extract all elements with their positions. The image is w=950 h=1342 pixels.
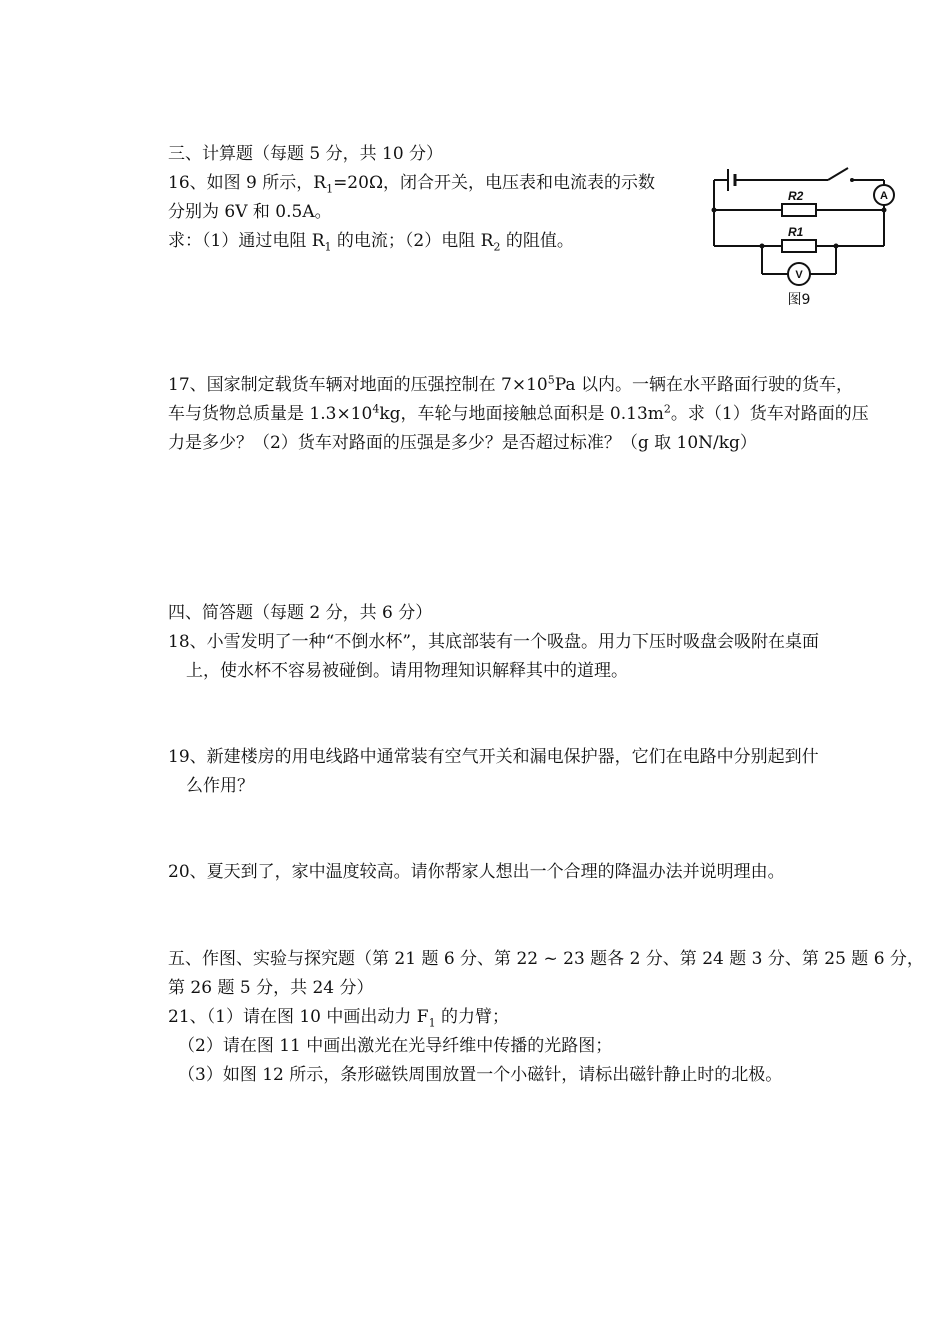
q21-line2: （2）请在图 11 中画出激光在光导纤维中传播的光路图； [178, 1036, 613, 1056]
r1-label: R1 [788, 225, 804, 239]
q16-line3: 求：（1）通过电阻 $R_1$ 的电流；（2）电阻 $R_2$ 的阻值。 [168, 231, 574, 254]
q19-line1: 19、新建楼房的用电线路中通常装有空气开关和漏电保护器，它们在电路中分别起到什 [168, 747, 819, 767]
q17-line2: 车与货物总质量是 $1.3\times 10^4kg$，车轮与地面接触总面积是 $0.13m^2$。求（1）货车对路面的压 [168, 402, 869, 424]
q18-line1: 18、小雪发明了一种“不倒水杯”，其底部装有一个吸盘。用力下压时吸盘会吸附在桌面 [168, 632, 820, 652]
voltmeter-label: V [795, 269, 803, 281]
q20-line: 20、夏天到了，家中温度较高。请你帮家人想出一个合理的降温办法并说明理由。 [168, 862, 785, 882]
q21-line1: 21、（1）请在图 10 中画出动力 $F_1$ 的力臂； [168, 1007, 509, 1030]
r2-label: R2 [788, 189, 804, 203]
r2-resistor [782, 204, 816, 216]
switch-blade [828, 168, 848, 180]
section5-heading-line2: 第 26 题 5 分，共 24 分） [168, 978, 374, 998]
circuit-diagram-figure9 [708, 160, 898, 312]
q17-line3: 力是多少？（2）货车对路面的压强是多少？是否超过标准？（g 取 10N/kg） [168, 433, 757, 453]
figure9-caption: 图9 [787, 292, 811, 308]
section5-heading-line1: 五、作图、实验与探究题（第 21 题 6 分、第 22 ~ 23 题各 2 分、第 24 题 3 分、第 25 题 6 分， [168, 949, 924, 969]
q17-line1: 17、国家制定载货车辆对地面的压强控制在 $7\times 10^5Pa$ 以内。一辆在水平路面行驶的货车， [168, 373, 853, 395]
q19-line2: 么作用？ [186, 776, 254, 796]
r1-resistor [782, 240, 816, 252]
ammeter-label: A [880, 190, 888, 202]
q21-line3: （3）如图 12 所示，条形磁铁周围放置一个小磁针，请标出磁针静止时的北极。 [178, 1065, 783, 1085]
q18-line2: 上，使水杯不容易被碰倒。请用物理知识解释其中的道理。 [186, 661, 628, 681]
q16-line2: 分别为 6V 和 0.5A。 [168, 202, 332, 222]
q16-line1: 16、如图 9 所示，$R_1=20\Omega$，闭合开关，电压表和电流表的示数 [168, 173, 656, 196]
section3-heading: 三、计算题（每题 5 分，共 10 分） [168, 144, 444, 164]
section4-heading: 四、简答题（每题 2 分，共 6 分） [168, 603, 433, 623]
